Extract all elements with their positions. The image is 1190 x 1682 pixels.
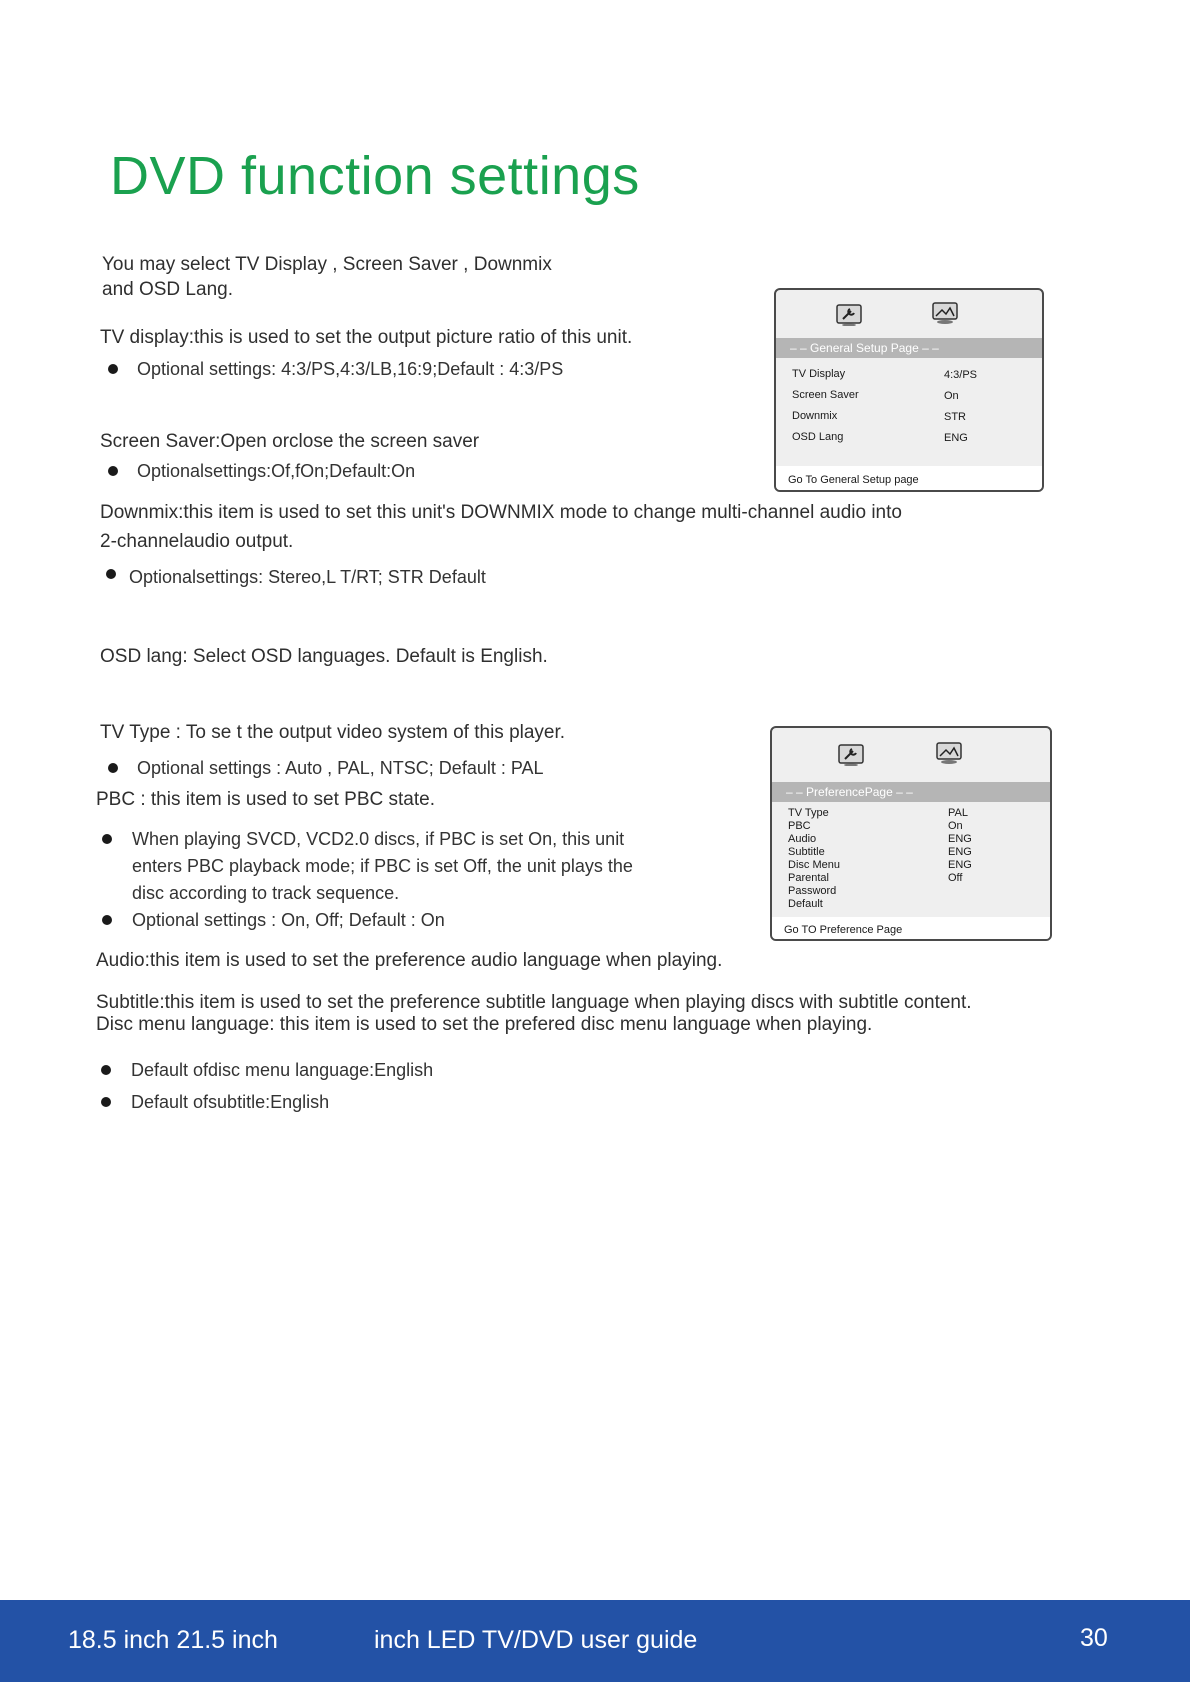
bullet-icon [108,364,118,374]
setting-value: On [948,820,963,832]
tv-display-text: TV display:this is used to set the output picture ratio of this unit. [100,327,633,348]
setting-value: On [944,390,959,402]
tv-display-option: Optional settings: 4:3/PS,4:3/LB,16:9;Default : 4:3/PS [137,359,564,379]
setting-value: PAL [948,807,968,819]
page-number: 30 [1080,1624,1108,1652]
setting-value: ENG [948,846,972,858]
setting-label[interactable]: TV Display [792,368,846,380]
downmix-line-2: 2-channelaudio output. [100,531,294,552]
tv-type-text: TV Type : To se t the output video system of this player. [100,722,566,743]
pbc-bullet-1-line-2: enters PBC playback mode; if PBC is set Off, the unit plays the [132,856,633,876]
disc-menu-default: Default ofdisc menu language:English [131,1060,434,1080]
setting-label[interactable]: Disc Menu [788,859,840,871]
audio-text: Audio:this item is used to set the preference audio language when playing. [96,950,723,971]
setting-label[interactable]: Downmix [792,410,838,422]
osd-lang-text: OSD lang: Select OSD languages. Default is English. [100,646,548,667]
general-setup-header: – – General Setup Page – – [776,338,1042,358]
setting-label[interactable]: Default [788,898,823,910]
bullet-icon [101,1065,111,1075]
tv-type-option: Optional settings : Auto , PAL, NTSC; Default : PAL [137,758,544,778]
bullet-icon [102,915,112,925]
setting-value: Off [948,872,963,884]
setting-label[interactable]: Audio [788,833,817,845]
setting-label[interactable]: PBC [788,820,811,832]
subtitle-text: Subtitle:this item is used to set the preference subtitle language when playing discs with subtitle content. [96,992,972,1013]
setting-label[interactable]: Subtitle [788,846,825,858]
intro-line-2: and OSD Lang. [102,279,233,300]
general-setup-footer[interactable]: Go To General Setup page [776,466,1042,490]
setting-label[interactable]: OSD Lang [792,431,844,443]
setting-value: STR [944,411,966,423]
pbc-bullet-2: Optional settings : On, Off; Default : On [132,910,445,930]
wrench-icon [838,744,864,766]
page-footer [0,1600,1190,1682]
pbc-bullet-1-line-1: When playing SVCD, VCD2.0 discs, if PBC is set On, this unit [132,829,625,849]
setting-label[interactable]: Screen Saver [792,389,859,401]
bullet-icon [106,569,116,579]
preference-header: – – PreferencePage – – [772,782,1050,802]
setting-value: ENG [948,833,972,845]
footer-guide-title: inch LED TV/DVD user guide [374,1626,698,1654]
preference-panel [770,726,1052,941]
disc-menu-text: Disc menu language: this item is used to set the prefered disc menu language when playing. [96,1014,873,1035]
subtitle-default: Default ofsubtitle:English [131,1092,330,1112]
wrench-icon [836,304,862,326]
setting-value: 4:3/PS [944,369,978,381]
picture-icon [936,742,962,764]
intro-line-1: You may select TV Display , Screen Saver , Downmix [102,254,552,275]
pbc-bullet-1-line-3: disc according to track sequence. [132,883,400,903]
page-title: DVD function settings [110,146,640,206]
screen-saver-text: Screen Saver:Open orclose the screen saver [100,431,480,452]
footer-model-sizes: 18.5 inch 21.5 inch [68,1626,278,1654]
setting-value: ENG [948,859,972,871]
setting-value: ENG [944,432,968,444]
setting-label[interactable]: Parental [788,872,829,884]
screen-saver-option: Optionalsettings:Of,fOn;Default:On [137,461,416,481]
bullet-icon [108,466,118,476]
setting-label[interactable]: Password [788,885,837,897]
preference-footer[interactable]: Go TO Preference Page [772,917,1050,939]
pbc-text: PBC : this item is used to set PBC state. [96,789,435,810]
downmix-option: Optionalsettings: Stereo,L T/RT; STR Default [129,567,486,587]
downmix-line-1: Downmix:this item is used to set this unit's DOWNMIX mode to change multi-channel audio into [100,502,902,523]
bullet-icon [108,763,118,773]
bullet-icon [101,1097,111,1107]
bullet-icon [102,834,112,844]
setting-label[interactable]: TV Type [788,807,829,819]
picture-icon [932,302,958,324]
general-setup-panel [774,288,1044,492]
